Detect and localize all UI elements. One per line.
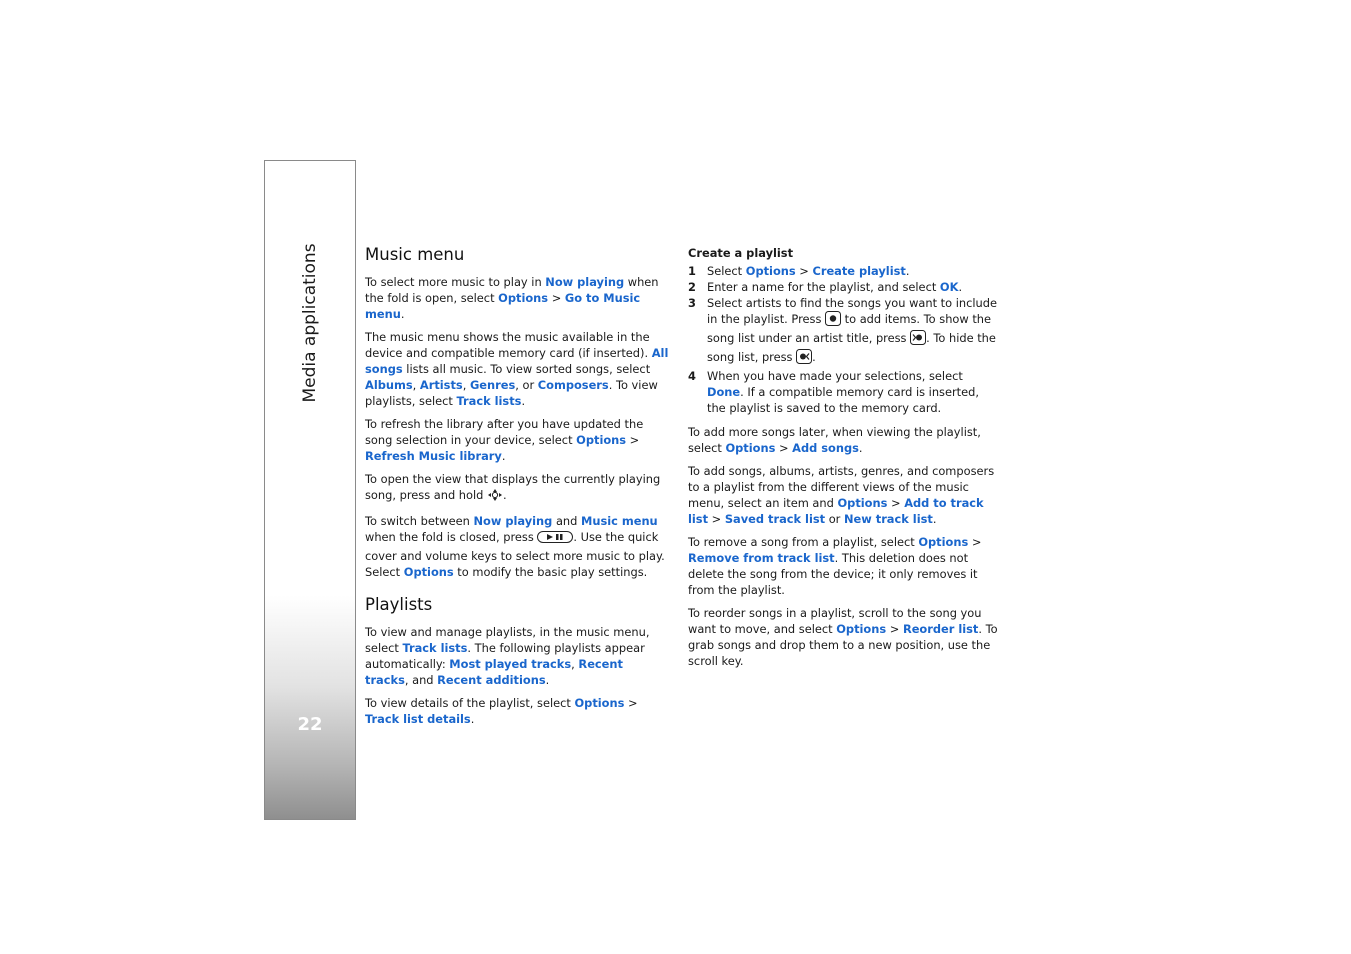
music-menu-heading: Music menu — [365, 245, 465, 264]
link-options: Options — [837, 496, 888, 510]
link-albums: Albums — [365, 378, 413, 392]
link-ok: OK — [939, 280, 959, 294]
link-composers: Composers — [537, 378, 609, 392]
page-number: 22 — [297, 714, 323, 735]
paragraph-manage-playlists: To view and manage playlists, in the music menu, select Track lists. The following playlists appear automatically: Most played tracks, Recent tracks, and Recent additions. — [365, 625, 650, 687]
link-reorder-list: Reorder list — [902, 622, 979, 636]
play-pause-key-icon — [537, 530, 573, 548]
paragraph-open-now-playing: To open the view that displays the currently playing song, press and hold . — [365, 471, 670, 506]
link-new-track-list: New track list — [844, 512, 933, 526]
link-options: Options — [725, 441, 776, 455]
link-create-playlist: Create playlist — [812, 264, 906, 278]
step-number: 3 — [688, 296, 696, 310]
link-remove-from-track-list: Remove from track list — [688, 551, 835, 565]
create-playlist-steps — [688, 263, 998, 416]
step-item — [688, 295, 998, 368]
link-options: Options — [574, 696, 625, 710]
scroll-key-icon — [487, 488, 503, 506]
step-number: 1 — [688, 264, 696, 278]
link-recent-additions: Recent additions — [437, 673, 546, 687]
paragraph-add-to-track-list: To add songs, albums, artists, genres, and composers to a playlist from the different views of the music menu, select an item and Options > Add to track list > Saved track list or New track list. — [688, 464, 995, 526]
link-options: Options — [498, 291, 549, 305]
paragraph-refresh-library: To refresh the library after you have updated the song selection in your device, select Options > Refresh Music library. — [365, 417, 644, 463]
link-track-lists: Track lists — [456, 394, 522, 408]
link-now-playing: Now playing — [545, 275, 625, 289]
paragraph-reorder-songs: To reorder songs in a playlist, scroll to the song you want to move, and select Options > Reorder list. To grab songs and drop them to a new position, use the scroll key. — [688, 606, 998, 668]
collapse-key-icon — [796, 349, 812, 368]
step-item — [688, 263, 998, 279]
select-key-icon — [825, 311, 841, 330]
step-text: Enter a name for the playlist, and select OK. — [707, 280, 963, 294]
step-number: 4 — [688, 369, 696, 383]
playlists-heading: Playlists — [365, 595, 433, 614]
link-recent-tracks: Recent tracks — [365, 657, 623, 687]
link-done: Done — [707, 385, 741, 399]
step-item — [688, 368, 998, 416]
link-options: Options — [745, 264, 796, 278]
step-number: 2 — [688, 280, 696, 294]
paragraph-switch-views: To switch between Now playing and Music menu when the fold is closed, press . Use the quick cover and volume keys to select more music to play. Select Options to modify the basic play settings. — [365, 514, 665, 579]
link-track-list-details: Track list details — [365, 712, 471, 726]
chapter-sidebar — [264, 160, 356, 820]
link-options: Options — [403, 565, 454, 579]
step-text: Select artists to find the songs you want to include in the playlist. Press to add items. To show the song list under an artist title, press . To hide the song list, press . — [707, 295, 998, 368]
link-track-lists: Track lists — [402, 641, 468, 655]
link-music-menu: Music menu — [581, 514, 658, 528]
paragraph-add-songs: To add more songs later, when viewing the playlist, select Options > Add songs. — [688, 425, 981, 455]
link-all-songs: All songs — [365, 346, 669, 376]
chapter-title: Media applications — [300, 243, 320, 403]
link-refresh-music-library: Refresh Music library — [365, 449, 502, 463]
step-text: Select Options > Create playlist. — [707, 264, 910, 278]
expand-key-icon — [910, 330, 926, 349]
link-most-played-tracks: Most played tracks — [449, 657, 572, 671]
link-options: Options — [918, 535, 969, 549]
link-saved-track-list: Saved track list — [724, 512, 826, 526]
paragraph-music-menu-contents: The music menu shows the music available in the device and compatible memory card (if inserted). All songs lists all music. To view sorted songs, select Albums, Artists, Genres, or Composers. To view playlists, select Track lists. — [365, 330, 669, 408]
step-text: When you have made your selections, select Done. If a compatible memory card is inserted, the playlist is saved to the memory card. — [707, 369, 979, 415]
paragraph-remove-song: To remove a song from a playlist, select Options > Remove from track list. This deletion does not delete the song from the device; it only removes it from the playlist. — [688, 535, 982, 597]
link-artists: Artists — [419, 378, 463, 392]
step-item — [688, 279, 998, 295]
right-column — [688, 245, 998, 676]
link-options: Options — [576, 433, 627, 447]
link-options: Options — [836, 622, 887, 636]
link-genres: Genres — [469, 378, 516, 392]
link-now-playing: Now playing — [473, 514, 553, 528]
create-playlist-subheading: Create a playlist — [688, 246, 794, 260]
left-column — [365, 243, 670, 734]
link-add-to-track-list: Add to track list — [688, 496, 984, 526]
link-go-to-music-menu: Go to Music menu — [365, 291, 641, 321]
link-add-songs: Add songs — [792, 441, 859, 455]
paragraph-select-music: To select more music to play in Now playing when the fold is open, select Options > Go to Music menu. — [365, 275, 659, 321]
paragraph-playlist-details: To view details of the playlist, select Options > Track list details. — [365, 696, 638, 726]
